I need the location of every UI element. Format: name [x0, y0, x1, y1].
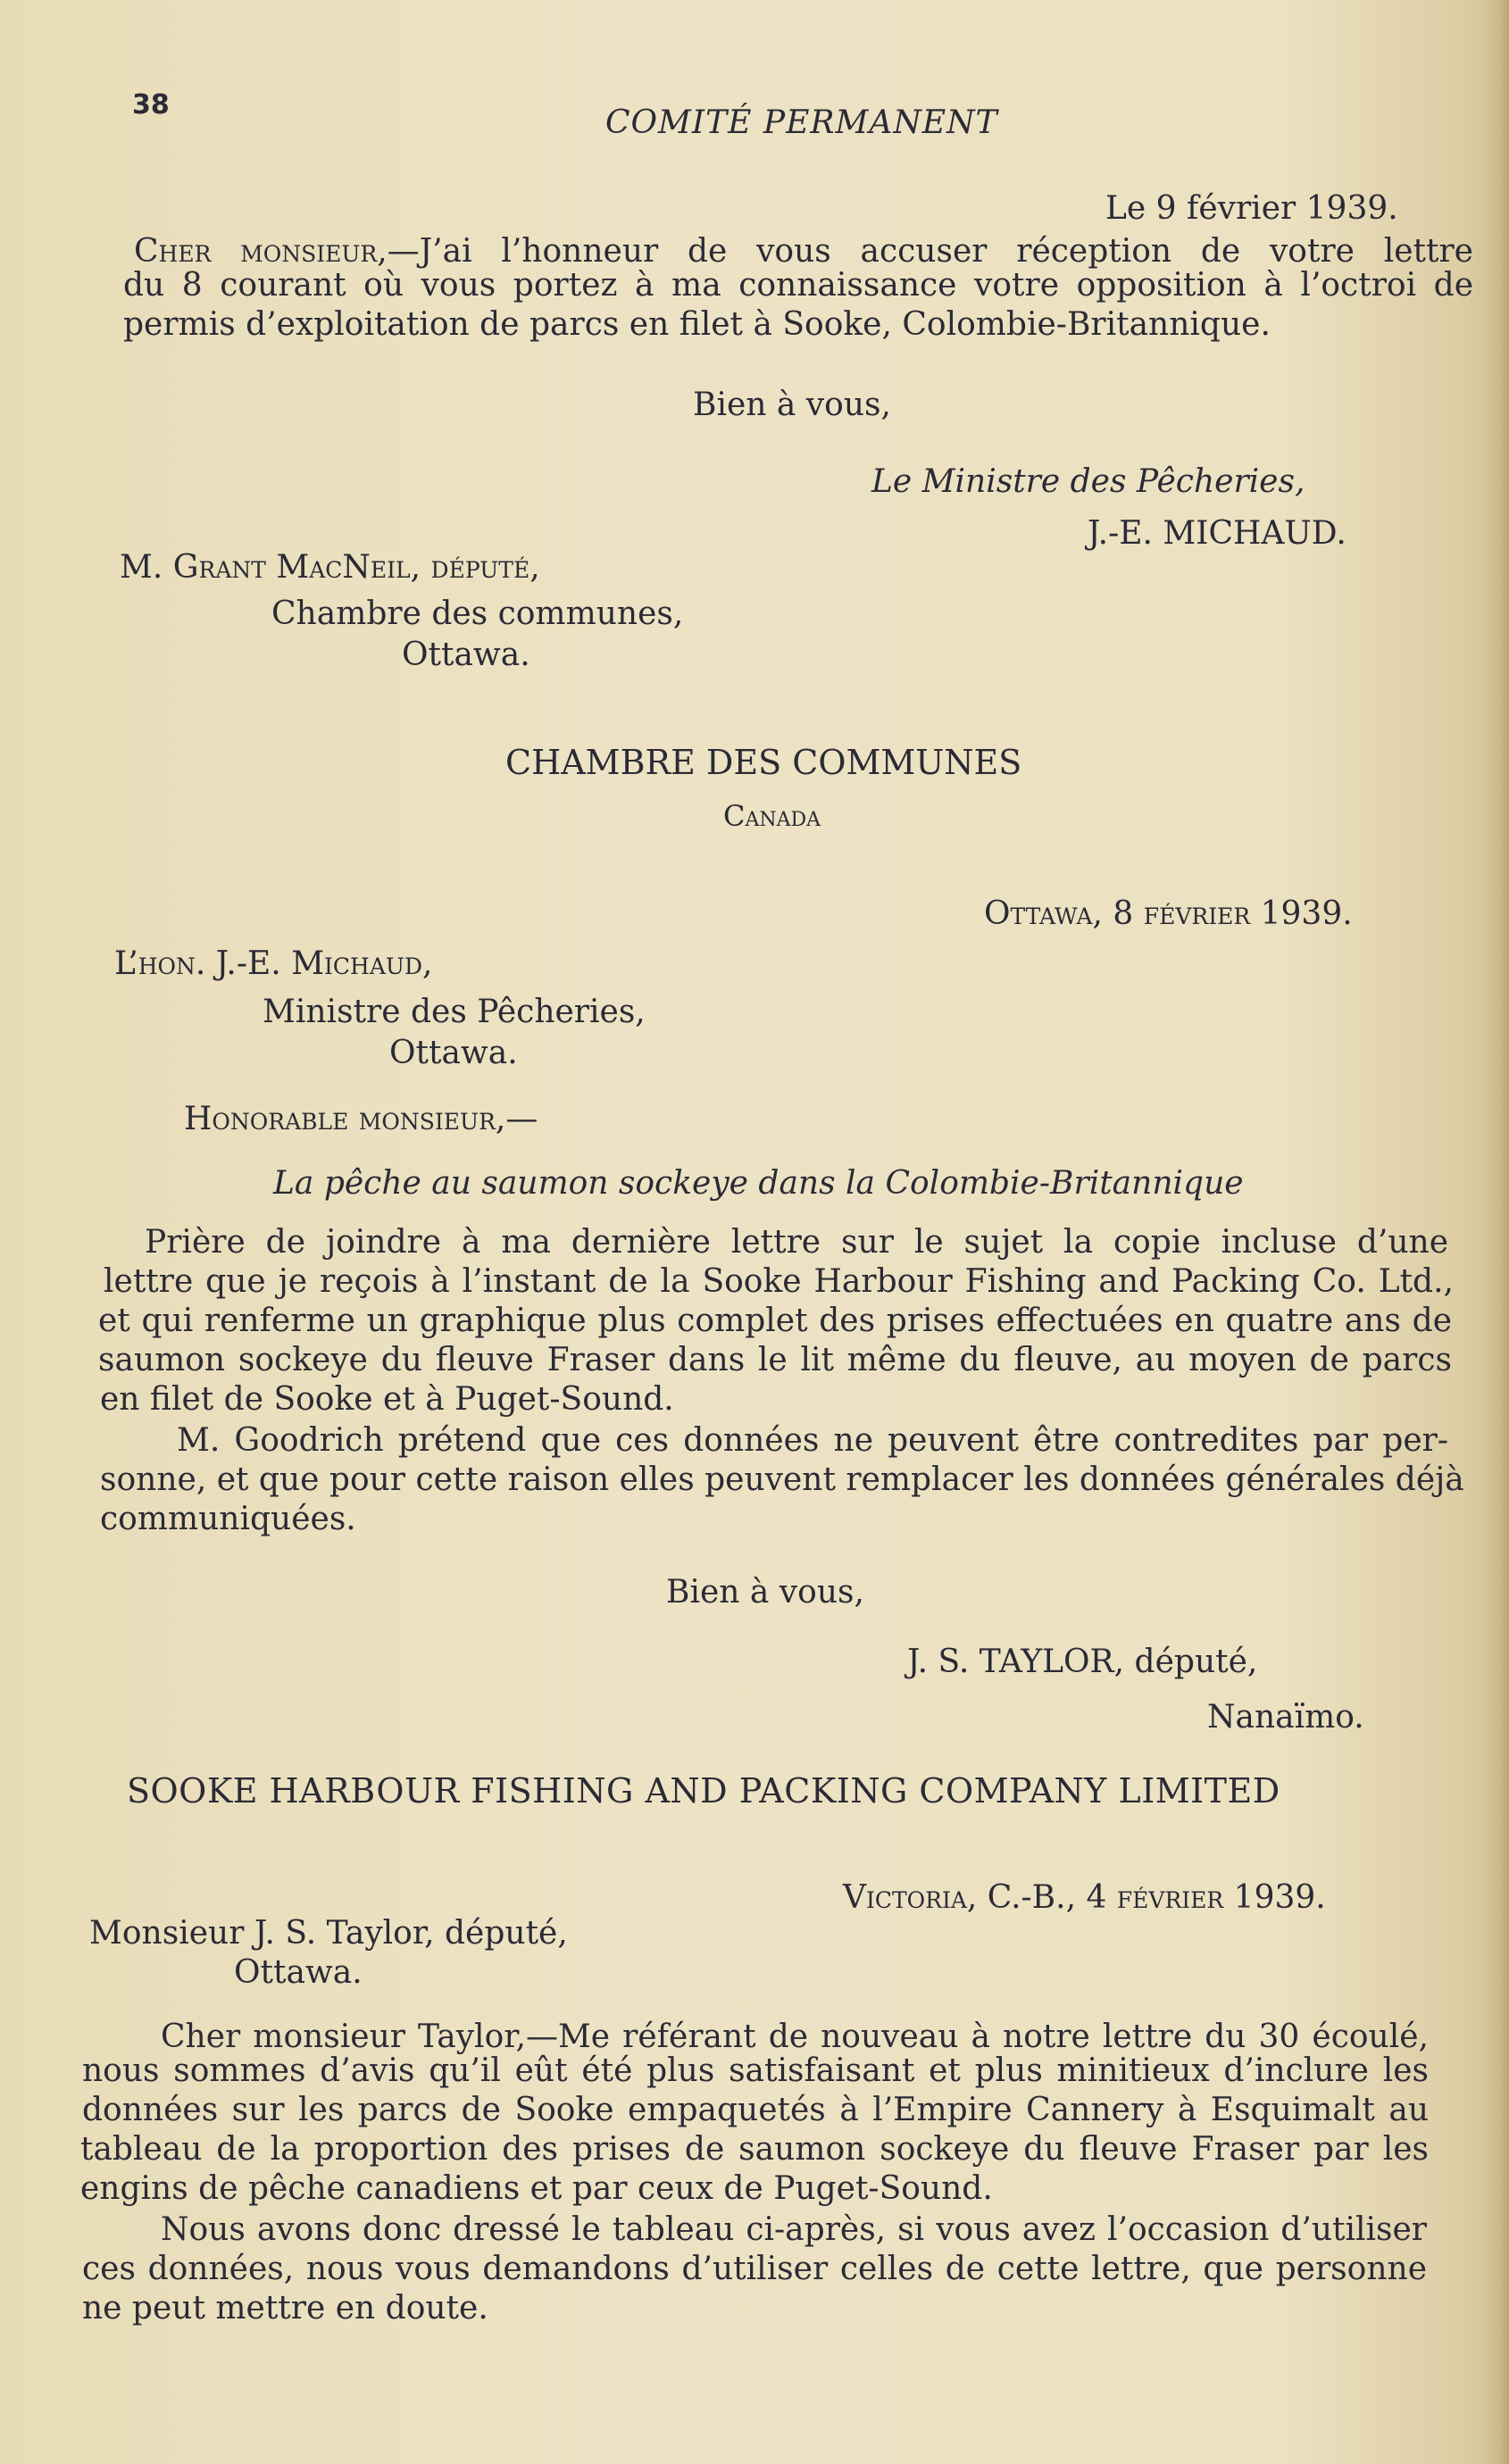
letter3-para2-line: ces données, nous vous demandons d’utiliser celles de cette lettre, que personne — [82, 2251, 1427, 2287]
letter1-recipient-line: M. Grant MacNeil, député, — [120, 549, 540, 586]
page-edge-shadow — [1486, 0, 1509, 2464]
letter2-para1-line: et qui renferme un graphique plus complet des prises effectuées en quatre ans de — [98, 1303, 1452, 1339]
letter1-line: du 8 courant où vous portez à ma connaissance votre opposition à l’octroi de — [123, 267, 1473, 304]
letter1-recipient-line: Ottawa. — [402, 637, 530, 673]
letter2-para2-line: M. Goodrich prétend que ces données ne peuvent être contredites par per- — [177, 1422, 1448, 1459]
letter2-recipient-line: Ministre des Pêcheries, — [263, 994, 646, 1030]
letter2-para1-line: lettre que je reçois à l’instant de la Sooke Harbour Fishing and Packing Co. Ltd., — [104, 1263, 1454, 1300]
letter2-date: Ottawa, 8 février 1939. — [984, 895, 1353, 932]
letter1-line: permis d’exploitation de parcs en filet à Sooke, Colombie-Britannique. — [123, 306, 1271, 343]
letter3-recipient-line — [89, 1916, 568, 1952]
letter2-letterhead-sub: Canada — [723, 799, 821, 833]
letter3-date: Victoria, C.-B., 4 février 1939. — [843, 1879, 1326, 1916]
letter2-recipient-line: L’hon. J.-E. Michaud, — [114, 945, 433, 982]
letter1-closing: Bien à vous, — [693, 387, 891, 423]
letter2-signature — [907, 1644, 1257, 1680]
letter3-letterhead: SOOKE HARBOUR FISHING AND PACKING COMPANY LIMITED — [127, 1771, 1280, 1811]
letter3-para1-line: tableau de la proportion des prises de saumon sockeye du fleuve Fraser par les — [80, 2131, 1429, 2168]
letter2-signature-text: J. S. TAYLOR, député, — [907, 1644, 1258, 1680]
letter2-para1-line: saumon sockeye du fleuve Fraser dans le lit même du fleuve, au moyen de parcs — [98, 1342, 1452, 1378]
letter2-subject: La pêche au saumon sockeye dans la Colombie-Britannique — [273, 1165, 1244, 1202]
letter1-signature-name: J.-E. MICHAUD. — [1088, 515, 1346, 552]
letter2-para2-line: communiquées. — [100, 1501, 356, 1537]
letter2-signature-place: Nanaïmo. — [1207, 1699, 1364, 1736]
letter2-closing: Bien à vous, — [666, 1574, 864, 1611]
letter1-signature-title: Le Ministre des Pêcheries, — [871, 463, 1305, 500]
letter3-recipient-line: Ottawa. — [234, 1954, 363, 1991]
letter3-recipient-text: Monsieur J. S. Taylor, député, — [89, 1915, 568, 1952]
letter3-para2-line: Nous avons donc dressé le tableau ci-après, si vous avez l’occasion d’utiliser — [161, 2211, 1427, 2248]
letter1-line-text: —J’ai l’honneur de vous accuser réception de votre lettre — [387, 233, 1473, 270]
letter2-para2-line: sonne, et que pour cette raison elles peuvent remplacer les données générales déjà — [100, 1461, 1464, 1498]
letter3-para2-line: ne peut mettre en doute. — [82, 2290, 488, 2327]
letter1-line — [134, 234, 1473, 270]
letter3-para1-line: données sur les parcs de Sooke empaquetés à l’Empire Cannery à Esquimalt au — [82, 2092, 1429, 2128]
letter2-para1-line: en filet de Sooke et à Puget-Sound. — [100, 1381, 674, 1418]
letter2-letterhead: CHAMBRE DES COMMUNES — [505, 743, 1022, 782]
letter3-para1-line: engins de pêche canadiens et par ceux de Puget-Sound. — [80, 2170, 993, 2207]
letter2-recipient-line: Ottawa. — [389, 1035, 518, 1071]
page-number: 38 — [132, 89, 170, 121]
letter1-date: Le 9 février 1939. — [1105, 190, 1398, 227]
letter2-salutation: Honorable monsieur,— — [184, 1101, 538, 1137]
letter2-para1-line: Prière de joindre à ma dernière lettre sur le sujet la copie incluse d’une — [145, 1224, 1448, 1261]
letter1-salutation: Cher monsieur, — [134, 233, 388, 270]
letter3-para1-line: Cher monsieur Taylor,—Me référant de nouveau à notre lettre du 30 écoulé, — [161, 2019, 1429, 2055]
letter3-para1-line: nous sommes d’avis qu’il eût été plus satisfaisant et plus minitieux d’inclure les — [82, 2052, 1429, 2089]
running-title: COMITÉ PERMANENT — [605, 104, 998, 141]
letter1-recipient-line: Chambre des communes, — [271, 595, 684, 632]
